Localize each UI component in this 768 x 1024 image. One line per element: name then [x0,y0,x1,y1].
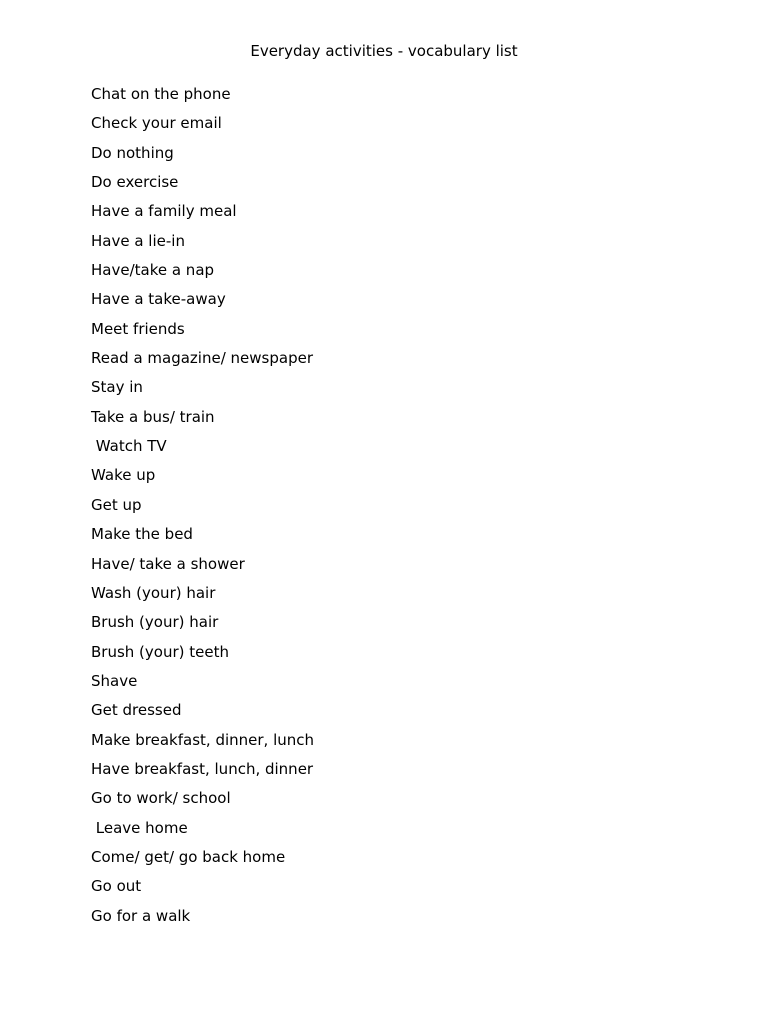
list-item: Get up [91,495,142,514]
list-item: Have a lie-in [91,231,185,250]
list-item: Make the bed [91,525,193,544]
list-item: Shave [91,671,138,690]
list-item: Do exercise [91,173,179,192]
list-item: Have/take a nap [91,261,215,280]
list-item: Get dressed [91,701,182,720]
list-item: Leave home [91,818,188,837]
vocabulary-list [91,84,314,935]
list-item: Make breakfast, dinner, lunch [91,730,315,749]
list-item: Take a bus/ train [91,407,215,426]
list-item: Go for a walk [91,906,191,925]
list-item: Wake up [91,466,156,485]
list-item: Have/ take a shower [91,554,245,573]
list-item: Chat on the phone [91,85,231,103]
list-item: Come/ get/ go back home [91,847,286,866]
list-item: Check your email [91,114,222,133]
list-item: Meet friends [91,319,185,338]
list-item: Have a take-away [91,290,226,309]
list-item: Stay in [91,378,143,397]
list-item: Go to work/ school [91,789,231,808]
list-item: Brush (your) teeth [91,642,229,661]
list-item: Read a magazine/ newspaper [91,349,313,368]
list-item: Do nothing [91,143,174,162]
page-title: Everyday activities - vocabulary list [250,42,518,60]
list-item: Watch TV [91,437,167,456]
list-item: Go out [91,877,142,896]
list-item: Have a family meal [91,202,237,221]
list-item: Have breakfast, lunch, dinner [91,759,314,778]
list-item: Wash (your) hair [91,583,216,602]
list-item: Brush (your) hair [91,613,219,632]
